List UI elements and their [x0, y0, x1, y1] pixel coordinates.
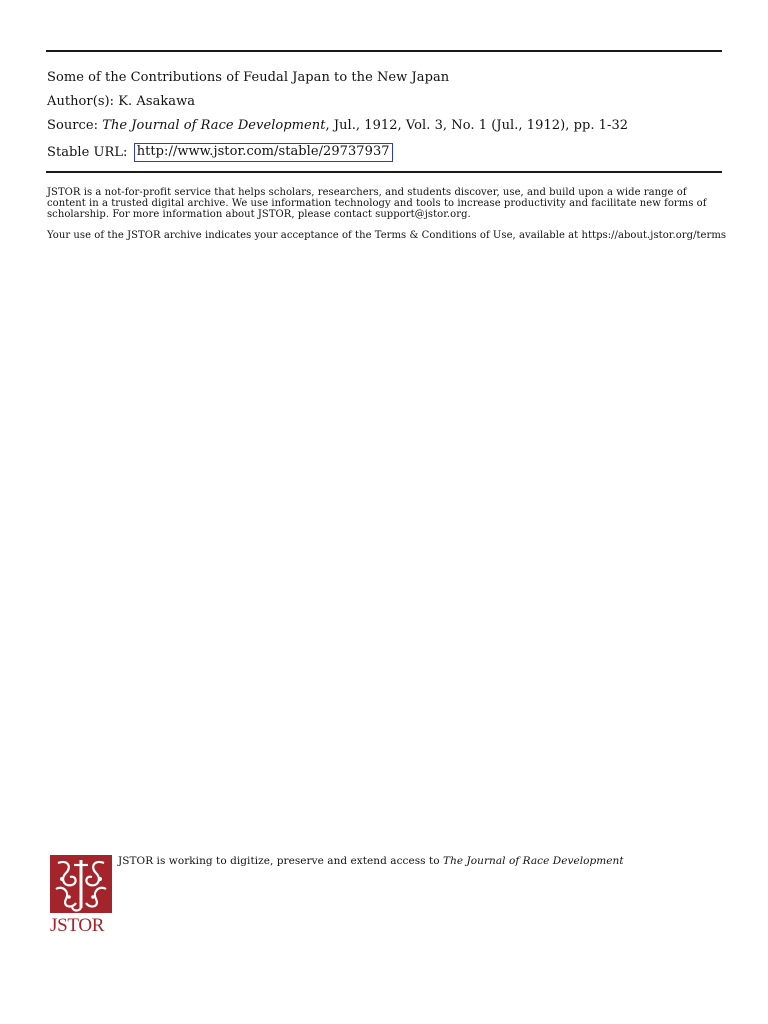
stable-url-label: Stable URL:: [47, 145, 128, 160]
author-label: Author(s):: [47, 94, 115, 109]
source-label: Source:: [47, 118, 99, 133]
source-journal: The Journal of Race Development: [102, 118, 326, 133]
stable-url-link[interactable]: http://www.jstor.com/stable/29737937: [134, 143, 393, 162]
service-notice-text: JSTOR is a not-for-profit service that helps scholars, researchers, and students discover, use, and build upon a wide range of content in a trusted digital archive. We use information technology and tools to increase productivity and facilitate new forms of scholarship. For more information about JSTOR, please contact support@jstor.org.: [47, 187, 707, 220]
access-statement: [118, 855, 624, 868]
terms-notice-text: Your use of the JSTOR archive indicates your acceptance of the Terms & Conditions of Use, available at https://about.jstor.org/terms: [47, 230, 727, 241]
source-line: [47, 118, 628, 134]
access-statement-journal: The Journal of Race Development: [443, 855, 624, 867]
author-line: [47, 94, 195, 110]
stable-url-line: [47, 144, 393, 163]
access-statement-text: JSTOR is working to digitize, preserve and extend access to: [118, 855, 444, 867]
jstor-emblem-icon: [50, 855, 112, 913]
jstor-logo: [50, 855, 114, 936]
article-title: Some of the Contributions of Feudal Japan to the New Japan: [47, 70, 450, 85]
jstor-logo-wordmark: JSTOR: [50, 915, 105, 936]
author-name: K. Asakawa: [118, 94, 196, 109]
terms-notice: [47, 230, 727, 241]
source-details: , Jul., 1912, Vol. 3, No. 1 (Jul., 1912), pp. 1-32: [325, 118, 629, 133]
service-notice: [47, 187, 727, 220]
top-divider: [46, 50, 722, 52]
bottom-divider: [46, 171, 722, 173]
